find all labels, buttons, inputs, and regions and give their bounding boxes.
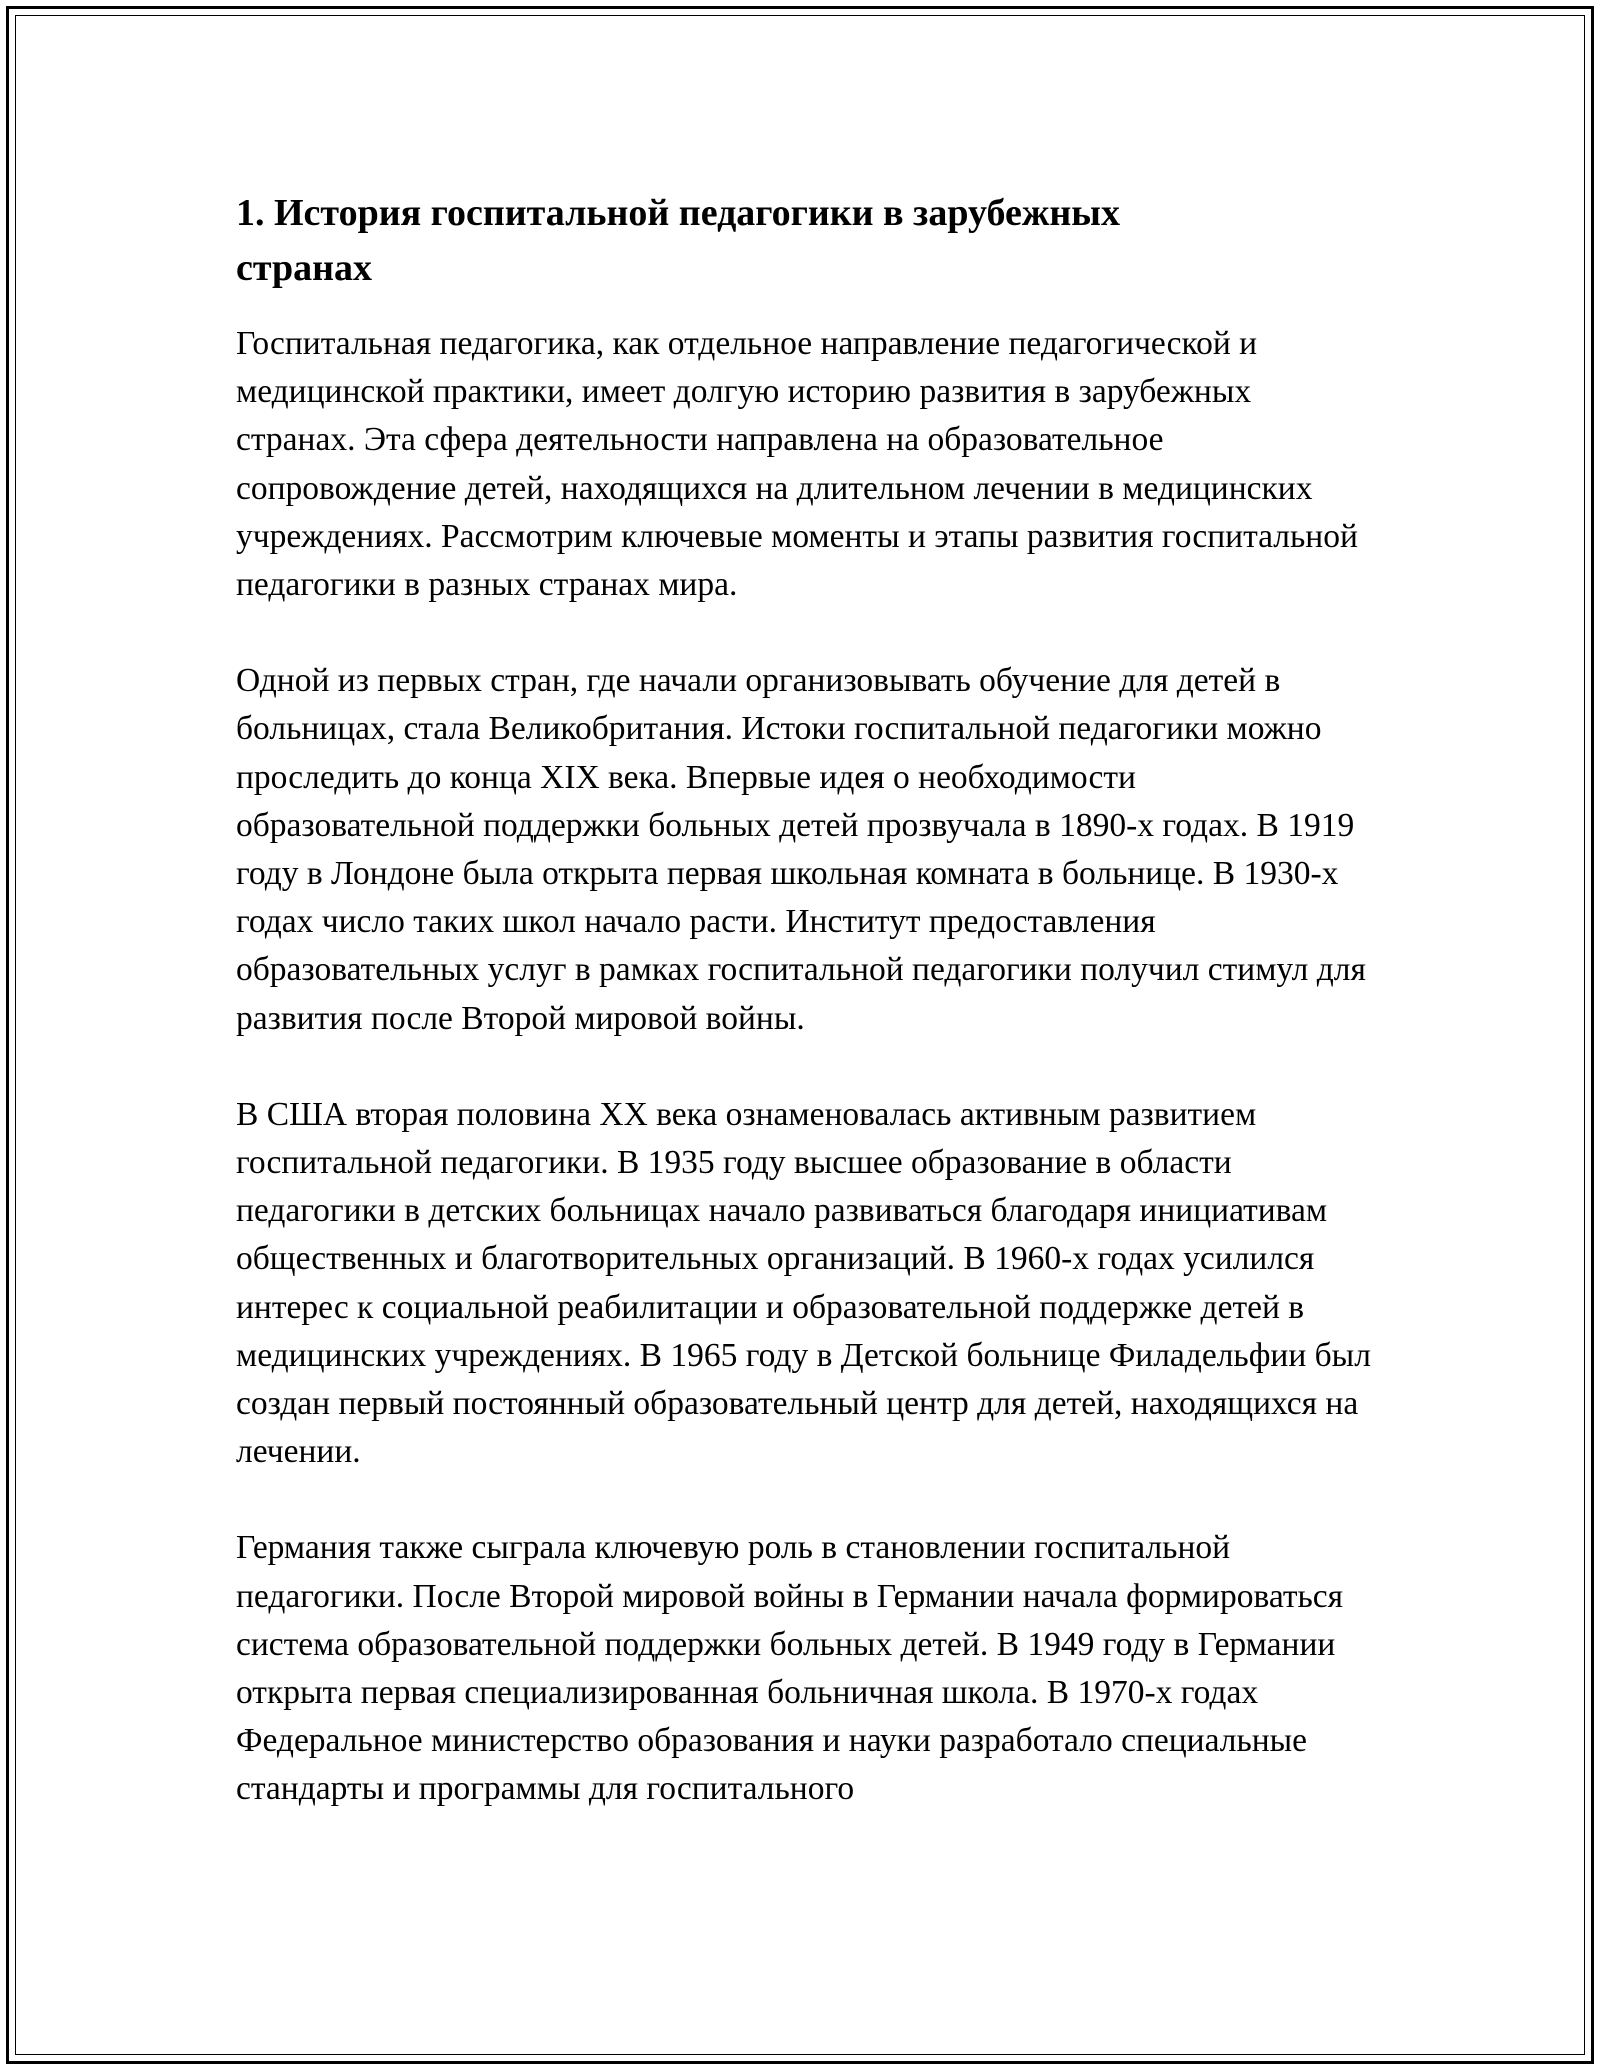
section-heading: 1. История госпитальной педагогики в зарубежных странах [236,192,1120,289]
paragraph-intro: Госпитальная педагогика, как отдельное направление педагогической и медицинской практики, имеет долгую историю развития в зарубежных странах. Эта сфера деятельности направлена на образовательное сопровождение детей, находящихся на длительном лечении в медицинских учреждениях. Рассмотрим ключевые моменты и этапы развития госпитальной педагогики в разных странах мира. [236,325,1358,604]
document-body [236,186,1376,1814]
paragraph-usa: В США вторая половина XX века ознаменовалась активным развитием госпитальной педагогики. В 1935 году высшее образование в области педагогики в детских больницах начало развиваться благодаря инициативам общественных и благотворительных организаций. В 1960-х годах усилился интерес к социальной реабилитации и образовательной поддержке детей в медицинских учреждениях. В 1965 году в Детской больнице Филадельфии был создан первый постоянный образовательный центр для детей, находящихся на лечении. [236,1095,1371,1471]
paragraph-great-britain: Одной из первых стран, где начали организовывать обучение для детей в больницах, стала Великобритания. Истоки госпитальной педагогики можно проследить до конца XIX века. Впервые идея о необходимости образовательной поддержки больных детей прозвучала в 1890-х годах. В 1919 году в Лондоне была открыта первая школьная комната в больнице. В 1930-х годах число таких школ начало расти. Институт предоставления образовательных услуг в рамках госпитальной педагогики получил стимул для развития после Второй мировой войны. [236,662,1366,1037]
paragraph-germany: Германия также сыграла ключевую роль в становлении госпитальной педагогики. После Второй мировой войны в Германии начала формироваться система образовательной поддержки больных детей. В 1949 году в Германии открыта первая специализированная больничная школа. В 1970-х годах Федеральное министерство образования и науки разработало специальные стандарты и программы для госпитального [236,1529,1344,1808]
